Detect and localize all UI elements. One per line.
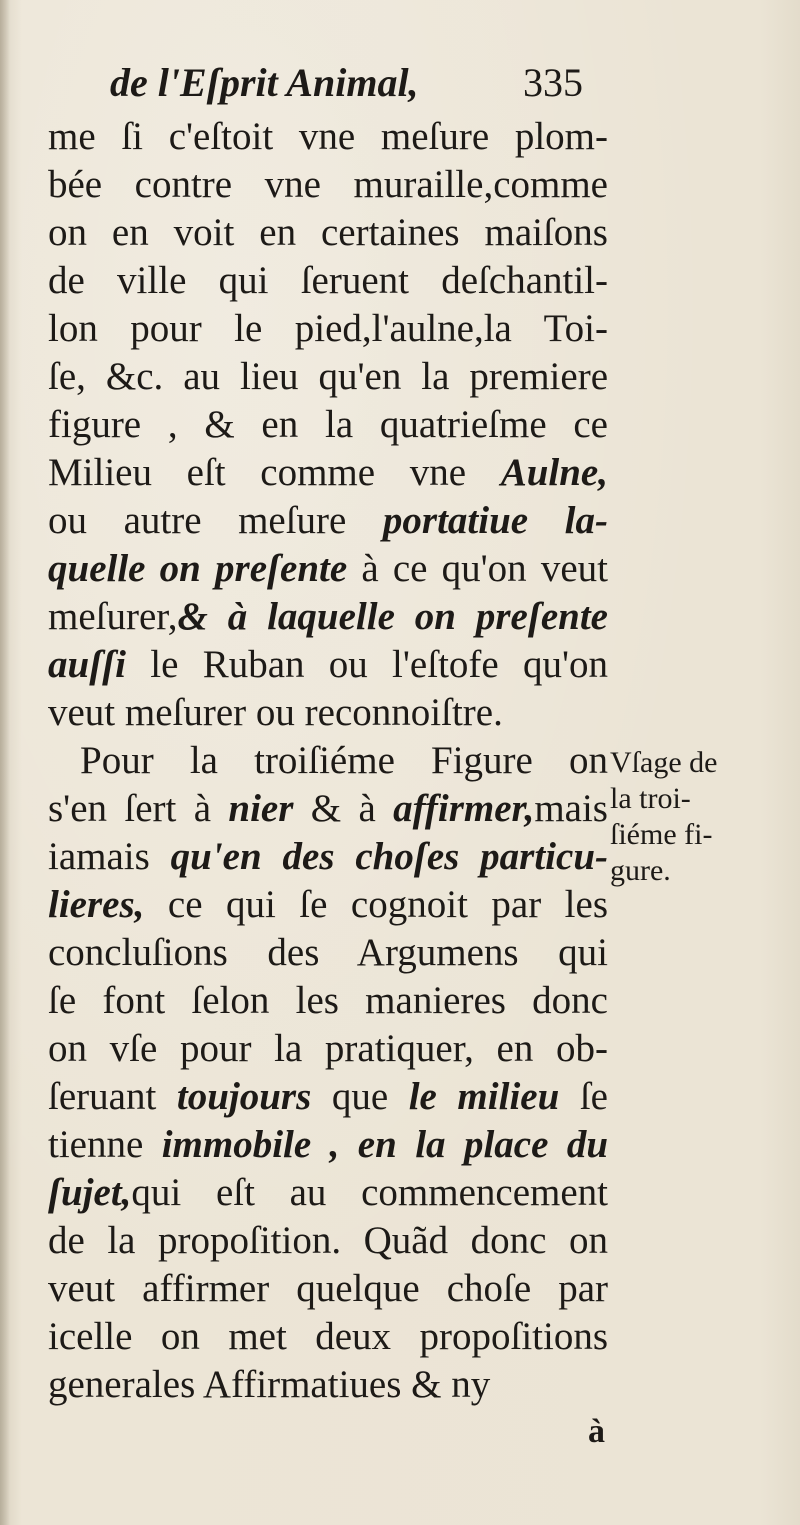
page-gutter-shadow (0, 0, 10, 1525)
italic-segment: immobile , en la place du (161, 1123, 609, 1166)
text-line (48, 833, 608, 881)
text-line (48, 977, 608, 1025)
text-segment: Pour la troiſiéme Figure on (80, 739, 608, 782)
text-line (48, 641, 608, 689)
text-line (48, 1265, 608, 1313)
text-line (48, 161, 608, 209)
running-head (110, 58, 610, 108)
italic-segment: qu'en des choſes particu- (170, 835, 608, 878)
text-segment: on vſe pour la pratiquer, en ob- (48, 1027, 608, 1070)
text-segment: à ce qu'on veut (347, 547, 608, 590)
italic-segment: auſſi (48, 643, 126, 686)
text-segment: figure , & en la quatrieſme ce (48, 403, 608, 446)
text-segment: concluſions des Argumens qui (48, 931, 608, 974)
text-segment: veut meſurer ou reconnoiſtre. (48, 691, 503, 734)
text-segment: de ville qui ſeruent deſchantil- (48, 259, 608, 302)
text-line (48, 1361, 608, 1409)
text-segment: que (311, 1075, 409, 1118)
text-line (48, 929, 608, 977)
margin-note-line: ſiéme fi- (610, 818, 713, 851)
text-segment: iamais (48, 835, 171, 878)
text-line (80, 737, 608, 785)
italic-segment: & à laquelle on preſente (177, 595, 608, 638)
catchword: à (588, 1413, 605, 1450)
italic-segment: toujours (176, 1075, 312, 1118)
text-segment: de la propoſition. Quãd donc on (48, 1219, 608, 1262)
text-segment: ſeruant (48, 1075, 177, 1118)
text-segment: generales Affirmatiues & ny (48, 1363, 491, 1406)
text-segment: icelle on met deux propoſitions (48, 1315, 608, 1358)
text-segment: qui eſt au commencement (131, 1171, 608, 1214)
text-segment: ſe, &c. au lieu qu'en la premiere (48, 355, 608, 398)
text-line (48, 1217, 608, 1265)
text-line (48, 689, 608, 737)
text-line (48, 209, 608, 257)
margin-note-line: Vſage de (610, 746, 718, 779)
text-segment: ſe (559, 1075, 608, 1118)
margin-note-line: gure. (610, 854, 671, 887)
text-line (48, 1073, 608, 1121)
text-segment: on en voit en certaines maiſons (48, 211, 608, 254)
text-segment: ſe font ſelon les manieres donc (48, 979, 608, 1022)
text-segment: ce qui ſe cognoit par les (144, 883, 608, 926)
text-line (48, 785, 608, 833)
text-line (48, 257, 608, 305)
text-segment: le Ruban ou l'eſtofe qu'on (126, 643, 608, 686)
text-line (48, 1169, 608, 1217)
text-line (48, 401, 608, 449)
text-line (48, 113, 608, 161)
text-segment: mais (534, 787, 608, 830)
italic-segment: ſujet, (48, 1171, 132, 1214)
italic-segment: affirmer, (393, 787, 535, 830)
text-segment: bée contre vne muraille,comme (48, 163, 608, 206)
text-segment: meſurer, (48, 595, 178, 638)
text-line (48, 1121, 608, 1169)
italic-segment: nier (228, 787, 294, 830)
italic-segment: portatiue la- (382, 499, 608, 542)
margin-note-line: la troi- (610, 782, 691, 815)
text-line (48, 593, 608, 641)
italic-segment: lieres, (48, 883, 145, 926)
text-line (48, 1025, 608, 1073)
text-line (48, 881, 608, 929)
text-line (48, 545, 608, 593)
page-number: 335 (523, 60, 583, 105)
text-segment: Milieu eſt comme vne (48, 451, 501, 494)
text-segment: & à (293, 787, 394, 830)
text-line (48, 305, 608, 353)
text-line (48, 1313, 608, 1361)
text-segment: s'en ſert à (48, 787, 229, 830)
italic-segment: quelle on preſente (48, 547, 348, 590)
running-head-title: de l'Eſprit Animal, (110, 60, 419, 105)
text-segment: lon pour le pied,l'aulne,la Toi- (48, 307, 608, 350)
text-segment: ou autre meſure (48, 499, 383, 542)
text-segment: me ſi c'eſtoit vne meſure plom- (48, 115, 608, 158)
text-segment: tienne (48, 1123, 162, 1166)
text-line (48, 353, 608, 401)
text-segment: veut affirmer quelque choſe par (48, 1267, 608, 1310)
text-line (48, 497, 608, 545)
text-line (48, 449, 608, 497)
italic-segment: le milieu (408, 1075, 560, 1118)
italic-segment: Aulne, (500, 451, 608, 494)
